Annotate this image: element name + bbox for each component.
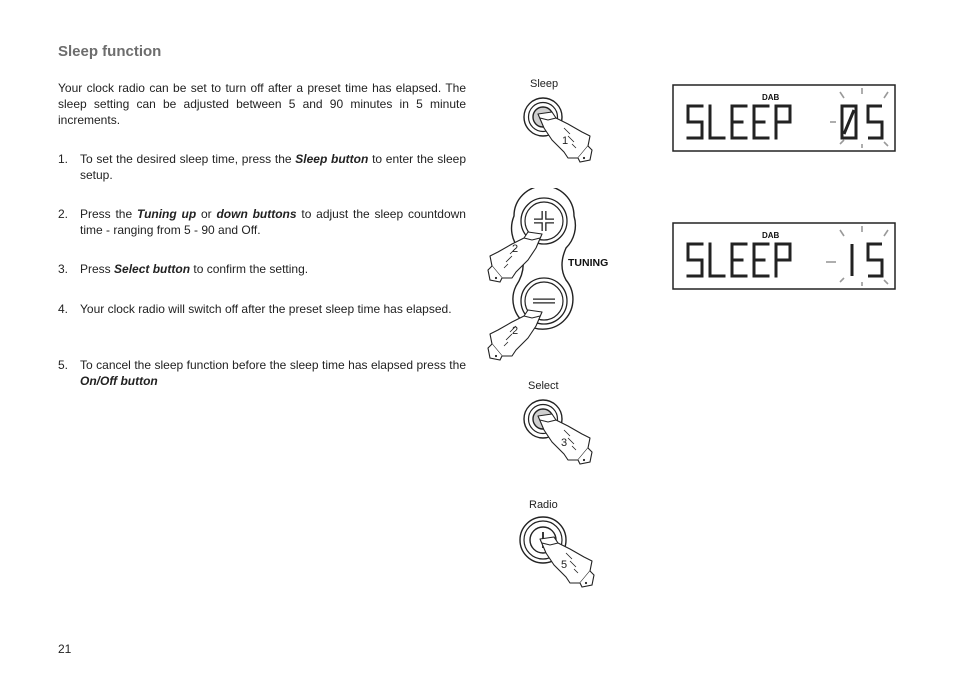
select-button-figure [490, 374, 610, 474]
select-label: Select [528, 380, 559, 392]
lcd-display-sleep-15 [672, 222, 898, 292]
dab-badge: DAB [762, 231, 780, 240]
step-4: 4. Your clock radio will switch off after the preset sleep time has elapsed. [58, 302, 452, 316]
step-2: 2. Press the Tuning up or down buttons to adjust the sleep countdown time - ranging from 5 - 90 and Off. [58, 207, 466, 237]
tuning-label: TUNING [568, 257, 609, 269]
step-number: 3. [58, 262, 69, 276]
step-marker: 1 [562, 135, 569, 147]
step-marker: 5 [561, 559, 568, 571]
select-button-term: Select button [114, 262, 191, 276]
page-title: Sleep function [58, 43, 162, 60]
radio-button-figure [490, 493, 610, 593]
step-3: 3. Press Select button to confirm the setting. [58, 262, 309, 276]
page-number: 21 [58, 642, 72, 656]
step-number: 2. [58, 207, 69, 221]
down-buttons-term: down buttons [216, 207, 297, 221]
step-marker: 3 [561, 437, 568, 449]
lcd-display-sleep-05 [672, 84, 898, 154]
step-marker: 2 [512, 325, 519, 337]
sleep-button-figure [490, 72, 610, 172]
on-off-button-term: On/Off button [80, 374, 158, 388]
sleep-label: Sleep [530, 78, 559, 90]
step-1: 1. To set the desired sleep time, press the Sleep button to enter the sleep setup. [58, 152, 466, 182]
step-5: 5. To cancel the sleep function before the sleep time has elapsed press the On/Off button [58, 358, 466, 388]
tuning-buttons-figure [482, 188, 622, 363]
step-number: 4. [58, 302, 69, 316]
dab-badge: DAB [762, 93, 780, 102]
step-number: 5. [58, 358, 69, 372]
tuning-up-term: Tuning up [136, 207, 197, 221]
step-number: 1. [58, 152, 69, 166]
step-marker: 2 [512, 243, 519, 255]
sleep-button-term: Sleep button [295, 152, 369, 166]
intro-paragraph: Your clock radio can be set to turn off after a preset time has elapsed. The sleep setting can be adjusted between 5 and 90 minutes in 5 minute increments. [58, 81, 466, 127]
radio-label: Radio [529, 499, 558, 511]
